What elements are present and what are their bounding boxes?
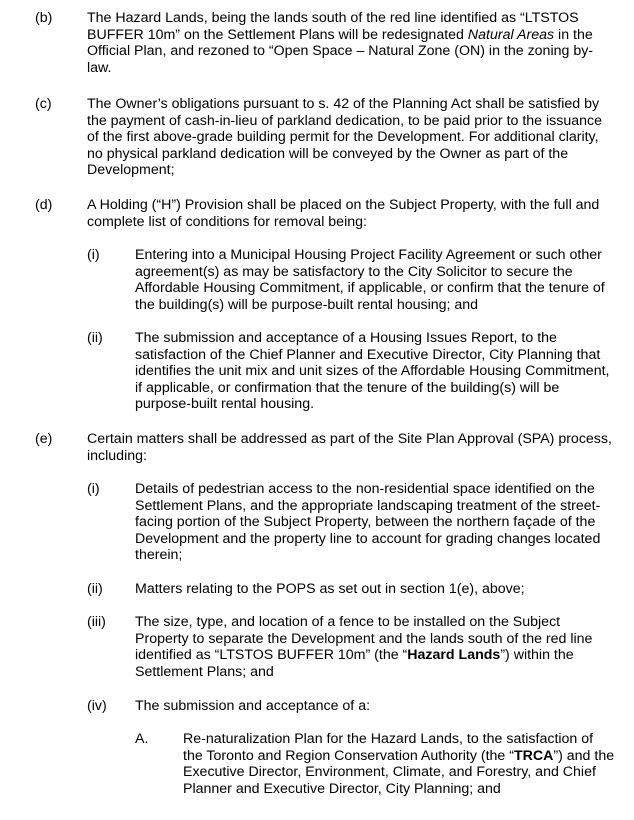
- clause-label: (b): [35, 10, 53, 26]
- natural-areas-term: Natural Areas: [467, 26, 555, 43]
- subclause-text: The submission and acceptance of a Housing Issues Report, to the satisfaction of the Chief Planner and Executive Director, City Planning that identifies the unit mix and unit sizes of the Affordable Housing Commitment, if applicable, or confirmation that the tenure of the building(s) will be purpose-built rental housing.: [135, 330, 610, 413]
- subclause-label: (iii): [87, 614, 106, 630]
- clause-text: Certain matters shall be addressed as part of the Site Plan Approval (SPA) process, including:: [87, 431, 612, 464]
- subclause-label: (ii): [87, 581, 103, 597]
- subclause-text: The submission and acceptance of a:: [135, 698, 371, 714]
- subclause-text: Details of pedestrian access to the non-residential space identified on the Settlement Plans, and the appropriate landscaping treatment of the street-facing portion of the Subject Property, between the northern façade of the Development and the property line to account for grading changes located therein;: [135, 481, 601, 564]
- clause-text: The Owner’s obligations pursuant to s. 42 of the Planning Act shall be satisfied by the payment of cash-in-lieu of parkland dedication, to be paid prior to the issuance of the first above-grade building permit for the Development. For additional clarity, no physical parkland dedication will be conveyed by the Owner as part of the Development;: [87, 96, 603, 179]
- clause-label: (d): [35, 197, 53, 213]
- trca-term: TRCA: [513, 747, 554, 764]
- clause-label: (e): [35, 431, 53, 447]
- subclause-label: (i): [87, 481, 100, 497]
- subclause-label: (iv): [87, 698, 107, 714]
- clause-text: The Hazard Lands, being the lands south of the red line identified as “LTSTOS BUFFER 10m” on the Settlement Plans will be redesignated Natural Areas in the Official Plan, and rezoned to “Open Space – Natural Zone (ON) in the zoning by-law.: [87, 10, 594, 76]
- subclause-text: The size, type, and location of a fence to be installed on the Subject Property to separate the Development and the lands south of the red line identified as “LTSTOS BUFFER 10m” (the “Hazard Lands”) within the Settlement Plans; and: [135, 614, 593, 680]
- clause-text: A Holding (“H”) Provision shall be placed on the Subject Property, with the full and complete list of conditions for removal being:: [87, 197, 600, 230]
- subclause-label: (i): [87, 247, 100, 263]
- subsubclause-label: A.: [135, 731, 149, 747]
- subclause-text: Matters relating to the POPS as set out in section 1(e), above;: [135, 581, 525, 597]
- subsubclause-text: Re-naturalization Plan for the Hazard Lands, to the satisfaction of the Toronto and Region Conservation Authority (the “TRCA”) and the Executive Director, Environment, Climate, and Forestry, and Chief Planner and Executive Director, City Planning; and: [183, 731, 615, 797]
- subclause-label: (ii): [87, 330, 103, 346]
- hazard-lands-term: Hazard Lands: [407, 647, 501, 664]
- subclause-text: Entering into a Municipal Housing Project Facility Agreement or such other agreement(s) as may be satisfactory to the City Solicitor to secure the Affordable Housing Commitment, if applicable, or confirm that the tenure of the building(s) will be purpose-built rental housing; and: [135, 247, 605, 313]
- clause-label: (c): [35, 96, 52, 112]
